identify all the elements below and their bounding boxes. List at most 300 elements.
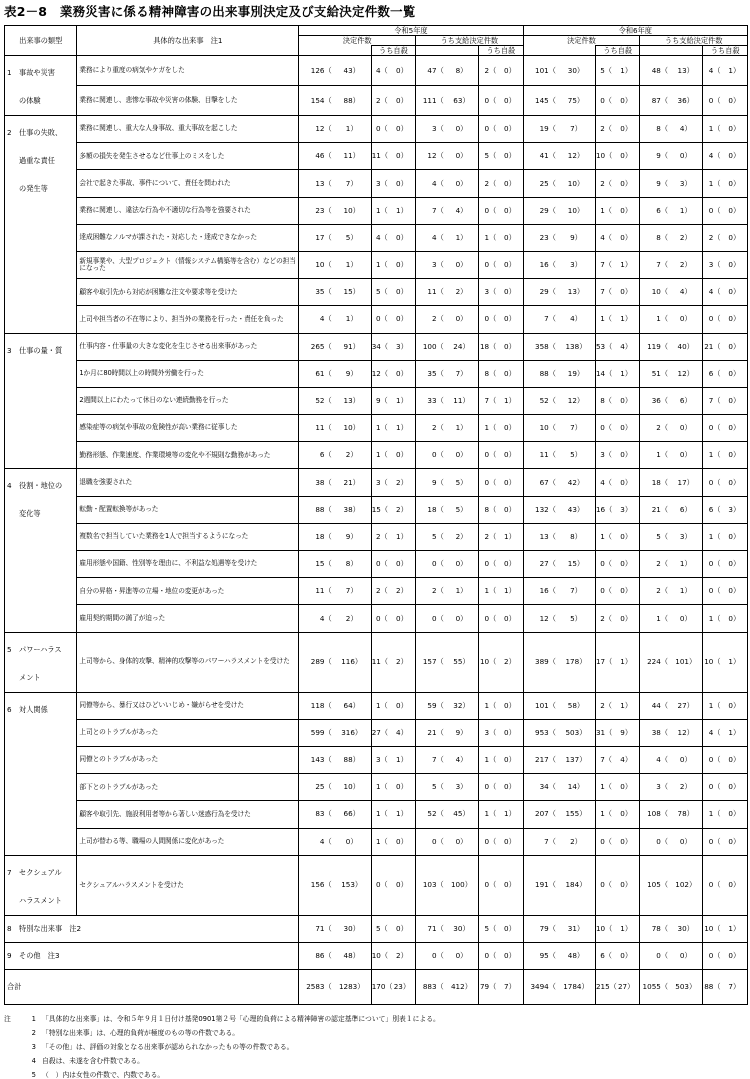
count-value: 2（: [371, 86, 389, 116]
women-count-value: 43）: [557, 496, 596, 523]
count-value: 191（: [523, 855, 557, 915]
women-count-value: 0）: [445, 942, 479, 969]
count-value: 10（: [595, 915, 613, 942]
women-count-value: 10）: [333, 415, 372, 442]
count-value: 8（: [640, 224, 669, 251]
women-count-value: 2）: [389, 469, 416, 496]
count-value: 4（: [595, 224, 613, 251]
women-count-value: 1）: [389, 746, 416, 773]
count-value: 52（: [523, 387, 557, 414]
women-count-value: 4）: [557, 306, 596, 333]
count-value: 0（: [479, 774, 498, 801]
count-value: 10（: [479, 632, 498, 692]
women-count-value: 0）: [389, 774, 416, 801]
count-value: 34（: [371, 333, 389, 360]
count-value: 18（: [640, 469, 669, 496]
women-count-value: 0）: [722, 170, 748, 197]
women-count-value: 88）: [333, 86, 372, 116]
women-count-value: 13）: [333, 387, 372, 414]
women-count-value: 1）: [333, 251, 372, 278]
women-count-value: 5）: [445, 469, 479, 496]
category-number: 4: [7, 481, 12, 491]
women-count-value: 0）: [722, 197, 748, 224]
table-row: [5, 333, 748, 360]
women-count-value: 0）: [497, 692, 523, 719]
women-count-value: 11）: [445, 387, 479, 414]
women-count-value: 1）: [613, 915, 640, 942]
category-cell: [5, 692, 77, 855]
women-count-value: 14）: [557, 774, 596, 801]
count-value: 2（: [640, 551, 669, 578]
women-count-value: 0）: [445, 251, 479, 278]
count-value: 145（: [523, 86, 557, 116]
women-count-value: 1）: [669, 197, 703, 224]
count-value: 0（: [479, 942, 498, 969]
count-value: 0（: [703, 86, 722, 116]
count-value: 2（: [416, 306, 445, 333]
women-count-value: 38）: [333, 496, 372, 523]
count-value: 2（: [595, 692, 613, 719]
women-count-value: 0）: [445, 442, 479, 469]
category-cell: [5, 469, 77, 632]
count-value: 2（: [703, 224, 722, 251]
women-count-value: 24）: [445, 333, 479, 360]
women-count-value: 0）: [722, 942, 748, 969]
statistics-table: [4, 25, 748, 1005]
count-value: 14（: [595, 360, 613, 387]
women-count-value: 0）: [445, 605, 479, 632]
count-value: 1（: [595, 774, 613, 801]
count-value: 10（: [703, 632, 722, 692]
women-count-value: 30）: [557, 56, 596, 86]
count-value: 78（: [640, 915, 669, 942]
women-count-value: 4）: [669, 279, 703, 306]
header-blank: [640, 46, 703, 56]
count-value: 1（: [371, 442, 389, 469]
women-count-value: 31）: [557, 915, 596, 942]
count-value: 5（: [479, 915, 498, 942]
count-value: 2（: [640, 415, 669, 442]
women-count-value: 19）: [557, 360, 596, 387]
women-count-value: 30）: [445, 915, 479, 942]
count-value: 0（: [479, 197, 498, 224]
count-value: 1（: [640, 306, 669, 333]
count-value: 1（: [703, 442, 722, 469]
women-count-value: 1）: [613, 251, 640, 278]
count-value: 16（: [595, 496, 613, 523]
women-count-value: 4）: [445, 746, 479, 773]
women-count-value: 0）: [497, 333, 523, 360]
event-label: 雇用形態や国籍、性別等を理由に、不利益な処遇等を受けた: [77, 551, 299, 578]
count-value: 16（: [523, 251, 557, 278]
women-count-value: 0）: [497, 143, 523, 170]
category-label: ハラスメント: [19, 895, 62, 905]
category-label: 特別な出来事 注2: [19, 923, 82, 933]
women-count-value: 0）: [389, 224, 416, 251]
table-row: [5, 116, 748, 143]
women-count-value: 1）: [497, 523, 523, 550]
count-value: 2（: [416, 415, 445, 442]
women-count-value: 1）: [333, 116, 372, 143]
count-value: 9（: [371, 387, 389, 414]
event-label: 顧客や取引先、施設利用者等から著しい迷惑行為を受けた: [77, 801, 299, 828]
women-count-value: 0）: [497, 116, 523, 143]
note-number: 3: [31, 1043, 36, 1051]
note-text: 「具体的な出来事」は、令和５年９月１日付け基発0901第２号「心理的負荷による精神障害の認定基準について」別表１による。: [42, 1015, 440, 1023]
count-value: 4（: [595, 469, 613, 496]
category-cell: [5, 333, 77, 469]
women-count-value: 0）: [613, 551, 640, 578]
women-count-value: 0）: [722, 279, 748, 306]
count-value: 0（: [371, 605, 389, 632]
women-count-value: 5）: [333, 224, 372, 251]
count-value: 15（: [371, 496, 389, 523]
women-count-value: 0）: [613, 197, 640, 224]
women-count-value: 0）: [722, 224, 748, 251]
women-count-value: 0）: [497, 774, 523, 801]
table-row: [5, 306, 748, 333]
women-count-value: 3）: [613, 496, 640, 523]
count-value: 1（: [479, 415, 498, 442]
event-label: 2週間以上にわたって休日のない連続勤務を行った: [77, 387, 299, 414]
note-number: 5: [31, 1071, 36, 1079]
count-value: 95（: [523, 942, 557, 969]
note-text: 「その他」は、評価の対象となる出来事が認められなかったもの等の件数である。: [42, 1043, 294, 1051]
table-row: [5, 360, 748, 387]
women-count-value: 0）: [722, 774, 748, 801]
count-value: 0（: [703, 855, 722, 915]
women-count-value: 2）: [389, 578, 416, 605]
count-value: 101（: [523, 692, 557, 719]
women-count-value: 0）: [722, 746, 748, 773]
event-label: 部下とのトラブルがあった: [77, 774, 299, 801]
women-count-value: 9）: [333, 523, 372, 550]
women-count-value: 0）: [389, 360, 416, 387]
note-text: 「特別な出来事」は、心理的負荷が極度のもの等の件数である。: [42, 1029, 240, 1037]
women-count-value: 0）: [722, 415, 748, 442]
women-count-value: 0）: [722, 469, 748, 496]
category-number: 3: [7, 345, 12, 355]
women-count-value: 0）: [389, 605, 416, 632]
event-label: 業務に関連し、悲惨な事故や災害の体験、目撃をした: [77, 86, 299, 116]
count-value: 38（: [299, 469, 333, 496]
women-count-value: 4）: [669, 116, 703, 143]
category-label: メント: [19, 672, 41, 682]
women-count-value: 184）: [557, 855, 596, 915]
women-count-value: 8）: [333, 551, 372, 578]
event-label: 同僚等から、暴行又はひどいいじめ・嫌がらせを受けた: [77, 692, 299, 719]
table-row: [5, 197, 748, 224]
women-count-value: 12）: [669, 719, 703, 746]
count-value: 4（: [416, 170, 445, 197]
women-count-value: 3）: [389, 333, 416, 360]
women-count-value: 0）: [669, 143, 703, 170]
women-count-value: 1）: [497, 578, 523, 605]
count-value: 170（: [371, 970, 389, 1005]
note-number: 4: [31, 1057, 36, 1065]
women-count-value: 0）: [497, 605, 523, 632]
count-value: 105（: [640, 855, 669, 915]
count-value: 11（: [371, 632, 389, 692]
count-value: 67（: [523, 469, 557, 496]
count-value: 215（: [595, 970, 613, 1005]
women-count-value: 3）: [669, 523, 703, 550]
count-value: 0（: [703, 197, 722, 224]
women-count-value: 1）: [389, 523, 416, 550]
count-value: 83（: [299, 801, 333, 828]
count-value: 18（: [299, 523, 333, 550]
women-count-value: 4）: [613, 333, 640, 360]
table-row: [5, 915, 748, 942]
women-count-value: 0）: [613, 279, 640, 306]
women-count-value: 2）: [389, 496, 416, 523]
count-value: 5（: [371, 915, 389, 942]
category-label: その他 注3: [19, 951, 60, 960]
count-value: 79（: [479, 970, 498, 1005]
count-value: 16（: [523, 578, 557, 605]
event-label: 会社で起きた事故、事件について、責任を問われた: [77, 170, 299, 197]
women-count-value: 0）: [497, 197, 523, 224]
women-count-value: 0）: [389, 551, 416, 578]
table-row: [5, 692, 748, 719]
count-value: 7（: [595, 251, 613, 278]
table-row: [5, 442, 748, 469]
women-count-value: 0）: [613, 116, 640, 143]
women-count-value: 1）: [445, 224, 479, 251]
count-value: 11（: [523, 442, 557, 469]
women-count-value: 8）: [557, 523, 596, 550]
count-value: 2（: [371, 578, 389, 605]
category-number: 7: [7, 867, 12, 877]
total-label: 合計: [5, 970, 299, 1005]
count-value: 9（: [640, 170, 669, 197]
header-approved-y2: うち支給決定件数: [640, 36, 748, 46]
women-count-value: 316）: [333, 719, 372, 746]
women-count-value: 0）: [722, 442, 748, 469]
category-number: 2: [7, 128, 12, 138]
women-count-value: 0）: [445, 170, 479, 197]
note-text: （ ）内は女性の件数で、内数である。: [42, 1071, 165, 1079]
women-count-value: 4）: [613, 746, 640, 773]
women-count-value: 0）: [613, 801, 640, 828]
count-value: 10（: [595, 143, 613, 170]
women-count-value: 0）: [613, 605, 640, 632]
women-count-value: 0）: [445, 828, 479, 855]
women-count-value: 0）: [722, 143, 748, 170]
count-value: 0（: [479, 855, 498, 915]
count-value: 0（: [703, 774, 722, 801]
count-value: 87（: [640, 86, 669, 116]
header-blank: [416, 46, 479, 56]
women-count-value: 0）: [722, 551, 748, 578]
women-count-value: 0）: [722, 333, 748, 360]
count-value: 1（: [703, 170, 722, 197]
women-count-value: 1）: [613, 360, 640, 387]
women-count-value: 30）: [333, 915, 372, 942]
count-value: 52（: [299, 387, 333, 414]
count-value: 48（: [640, 56, 669, 86]
count-value: 1（: [640, 605, 669, 632]
women-count-value: 15）: [557, 551, 596, 578]
count-value: 0（: [595, 855, 613, 915]
count-value: 6（: [595, 942, 613, 969]
count-value: 1（: [640, 442, 669, 469]
women-count-value: 10）: [557, 170, 596, 197]
count-value: 0（: [479, 605, 498, 632]
women-count-value: 9）: [333, 360, 372, 387]
women-count-value: 0）: [389, 306, 416, 333]
women-count-value: 0）: [445, 143, 479, 170]
women-count-value: 100）: [445, 855, 479, 915]
women-count-value: 0）: [389, 915, 416, 942]
women-count-value: 1）: [445, 578, 479, 605]
women-count-value: 7）: [333, 578, 372, 605]
women-count-value: 0）: [389, 828, 416, 855]
women-count-value: 7）: [557, 116, 596, 143]
women-count-value: 0）: [497, 56, 523, 86]
count-value: 1（: [703, 116, 722, 143]
women-count-value: 1）: [497, 387, 523, 414]
women-count-value: 1）: [389, 801, 416, 828]
women-count-value: 2）: [389, 632, 416, 692]
count-value: 224（: [640, 632, 669, 692]
count-value: 3（: [703, 251, 722, 278]
women-count-value: 10）: [333, 774, 372, 801]
header-decisions-y1: 決定件数: [299, 36, 416, 46]
count-value: 71（: [416, 915, 445, 942]
count-value: 3（: [416, 116, 445, 143]
women-count-value: 0）: [722, 360, 748, 387]
women-count-value: 1）: [389, 415, 416, 442]
women-count-value: 0）: [389, 170, 416, 197]
count-value: 111（: [416, 86, 445, 116]
women-count-value: 0）: [497, 224, 523, 251]
count-value: 4（: [703, 56, 722, 86]
women-count-value: 0）: [613, 523, 640, 550]
count-value: 7（: [595, 279, 613, 306]
count-value: 4（: [371, 56, 389, 86]
women-count-value: 5）: [557, 605, 596, 632]
women-count-value: 9）: [445, 719, 479, 746]
women-count-value: 12）: [669, 360, 703, 387]
women-count-value: 0）: [497, 306, 523, 333]
women-count-value: 0）: [497, 415, 523, 442]
count-value: 3（: [640, 774, 669, 801]
table-row: [5, 942, 748, 969]
event-label: 業務に関連し、重大な人身事故、重大事故を起こした: [77, 116, 299, 143]
table-row: [5, 855, 748, 915]
count-value: 27（: [371, 719, 389, 746]
women-count-value: 2）: [669, 251, 703, 278]
count-value: 6（: [703, 360, 722, 387]
count-value: 38（: [640, 719, 669, 746]
category-label: の発生等: [19, 184, 48, 194]
count-value: 10（: [371, 942, 389, 969]
table-row: [5, 774, 748, 801]
women-count-value: 4）: [445, 197, 479, 224]
count-value: 51（: [640, 360, 669, 387]
women-count-value: 10）: [557, 197, 596, 224]
note-text: 自殺は、未遂を含む件数である。: [42, 1057, 144, 1065]
women-count-value: 7）: [497, 970, 523, 1005]
count-value: 0（: [416, 605, 445, 632]
count-value: 1（: [479, 224, 498, 251]
count-value: 8（: [595, 387, 613, 414]
count-value: 1（: [371, 774, 389, 801]
table-row: [5, 224, 748, 251]
count-value: 3494（: [523, 970, 557, 1005]
women-count-value: 1）: [722, 915, 748, 942]
note-line: [4, 1055, 144, 1065]
count-value: 3（: [371, 746, 389, 773]
women-count-value: 9）: [557, 224, 596, 251]
count-value: 156（: [299, 855, 333, 915]
count-value: 27（: [523, 551, 557, 578]
count-value: 1（: [479, 692, 498, 719]
women-count-value: 1784）: [557, 970, 596, 1005]
count-value: 31（: [595, 719, 613, 746]
women-count-value: 1）: [722, 719, 748, 746]
count-value: 100（: [416, 333, 445, 360]
count-value: 35（: [416, 360, 445, 387]
count-value: 1（: [371, 197, 389, 224]
women-count-value: 0）: [613, 442, 640, 469]
event-label: 複数名で担当していた業務を1人で担当するようになった: [77, 523, 299, 550]
count-value: 0（: [595, 415, 613, 442]
women-count-value: 137）: [557, 746, 596, 773]
women-count-value: 40）: [669, 333, 703, 360]
table-row: [5, 387, 748, 414]
category-label: 変化等: [19, 509, 41, 519]
category-label: セクシュアル: [19, 867, 62, 877]
category-number: 6: [7, 704, 12, 714]
women-count-value: 0）: [497, 942, 523, 969]
category-label: の体験: [19, 96, 41, 106]
women-count-value: 45）: [445, 801, 479, 828]
women-count-value: 4）: [389, 719, 416, 746]
women-count-value: 101）: [669, 632, 703, 692]
women-count-value: 0）: [669, 442, 703, 469]
women-count-value: 0）: [497, 551, 523, 578]
count-value: 3（: [479, 719, 498, 746]
women-count-value: 3）: [722, 496, 748, 523]
women-count-value: 0）: [722, 692, 748, 719]
women-count-value: 0）: [669, 746, 703, 773]
count-value: 265（: [299, 333, 333, 360]
category-label: 仕事の失敗、: [19, 128, 63, 138]
count-value: 0（: [479, 828, 498, 855]
count-value: 4（: [299, 605, 333, 632]
count-value: 0（: [703, 415, 722, 442]
women-count-value: 0）: [669, 306, 703, 333]
women-count-value: 5）: [445, 496, 479, 523]
count-value: 4（: [371, 224, 389, 251]
women-count-value: 6）: [669, 387, 703, 414]
note-line: [4, 1013, 440, 1023]
count-value: 7（: [523, 828, 557, 855]
count-value: 2（: [640, 578, 669, 605]
header-blank: [523, 46, 595, 56]
event-label: 顧客や取引先から対応が困難な注文や要求等を受けた: [77, 279, 299, 306]
table-row: [5, 251, 748, 278]
count-value: 44（: [640, 692, 669, 719]
women-count-value: 12）: [557, 387, 596, 414]
table-row: [5, 632, 748, 692]
women-count-value: 32）: [445, 692, 479, 719]
women-count-value: 1）: [669, 578, 703, 605]
women-count-value: 1）: [613, 306, 640, 333]
header-suicide-y2b: うち自殺: [703, 46, 748, 56]
